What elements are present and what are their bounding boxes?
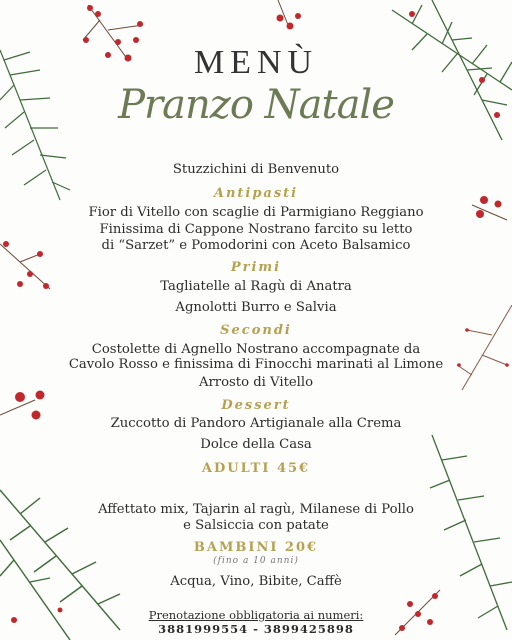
bambini-price: BAMBINI 20€ <box>193 540 319 555</box>
welcome-item: Stuzzichini di Benvenuto <box>172 162 340 177</box>
secondi-item-1-line-1: Costolette di Agnello Nostrano accompagnate da <box>91 342 421 357</box>
section-antipasti-heading: Antipasti <box>213 186 299 201</box>
section-secondi-heading: Secondi <box>220 323 292 338</box>
drinks-line: Acqua, Vino, Bibite, Caffè <box>170 574 342 589</box>
reservation-phones[interactable]: 3881999554 - 3899425898 <box>158 622 354 636</box>
adulti-price: ADULTI 45€ <box>201 461 311 476</box>
reservation-label: Prenotazione obbligatoria ai numeri: <box>148 608 364 622</box>
bambini-item-line-2: e Salsiccia con patate <box>183 518 329 533</box>
primi-item-1: Tagliatelle al Ragù di Anatra <box>160 279 352 294</box>
antipasti-item-1: Fior di Vitello con scaglie di Parmigiano Reggiano <box>88 205 424 220</box>
dessert-item-2: Dolce della Casa <box>200 437 312 452</box>
section-primi-heading: Primi <box>230 260 282 275</box>
secondi-item-2: Arrosto di Vitello <box>198 375 314 390</box>
menu-title: MENÙ <box>193 44 319 81</box>
secondi-item-1-line-2: Cavolo Rosso e finissima di Finocchi marinati al Limone <box>68 357 444 372</box>
dessert-item-1: Zuccotto di Pandoro Artigianale alla Crema <box>110 416 402 431</box>
bambini-item-line-1: Affettato mix, Tajarin al ragù, Milanese di Pollo <box>98 502 414 517</box>
antipasti-item-2-line-2: di “Sarzet” e Pomodorini con Aceto Balsamico <box>101 238 411 253</box>
section-dessert-heading: Dessert <box>221 398 291 413</box>
menu-subtitle: Pranzo Natale <box>118 82 394 128</box>
antipasti-item-2-line-1: Finissima di Cappone Nostrano farcito su letto <box>99 222 413 237</box>
bambini-age-note: (fino a 10 anni) <box>213 556 299 566</box>
primi-item-2: Agnolotti Burro e Salvia <box>175 300 337 315</box>
